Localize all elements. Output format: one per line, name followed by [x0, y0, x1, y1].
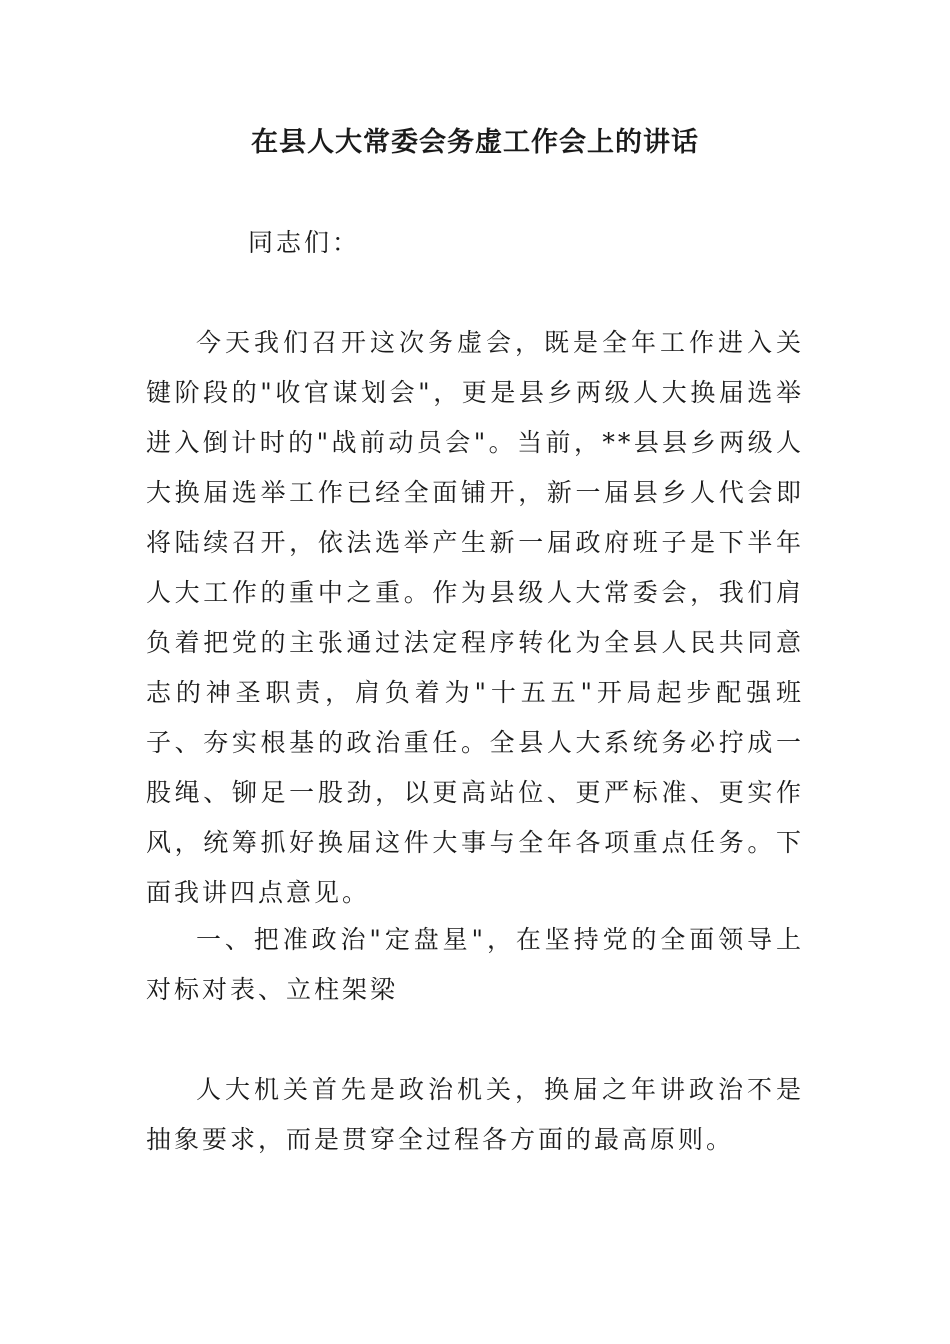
- section-heading-1: 一、把准政治"定盘星"，在坚持党的全面领导上对标对表、立柱架梁: [146, 925, 804, 1004]
- paragraph-opening: 今天我们召开这次务虚会，既是全年工作进入关键阶段的"收官谋划会"，更是县乡两级人大换届选举进入倒计时的"战前动员会"。当前，**县县乡两级人大换届选举工作已经全面铺开，新一届县乡人代会即将陆续召开，依法选举产生新一届政府班子是下半年人大工作的重中之重。作为县级人大常委会，我们肩负着把党的主张通过法定程序转化为全县人民共同意志的神圣职责，肩负着为"十五五"开局起步配强班子、夯实根基的政治重任。全县人大系统务必拧成一股绳、铆足一股劲，以更高站位、更严标准、更实作风，统筹抓好换届这件大事与全年各项重点任务。下面我讲四点意见。: [146, 328, 804, 907]
- document-title: 在县人大常委会务虚工作会上的讲话: [251, 127, 699, 158]
- salutation: 同志们：: [248, 228, 361, 257]
- paragraph-section-1: 人大机关首先是政治机关，换届之年讲政治不是抽象要求，而是贯穿全过程各方面的最高原则。: [146, 1075, 804, 1154]
